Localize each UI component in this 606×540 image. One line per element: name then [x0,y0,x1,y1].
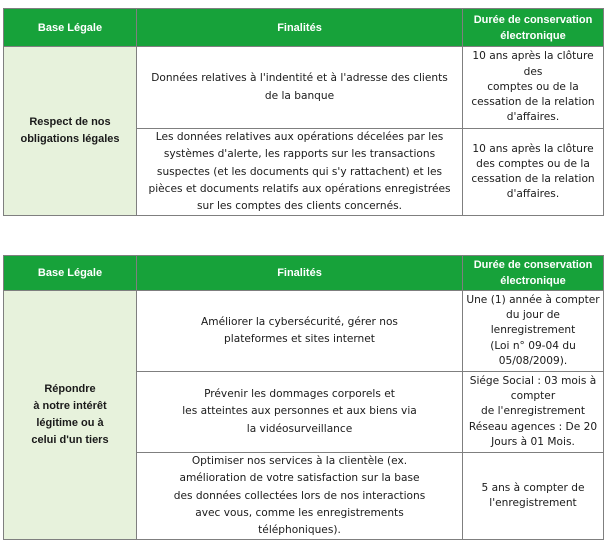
header-base-legale: Base Légale [4,9,137,47]
legal-basis-cell: Respect de nos obligations légales [4,47,137,216]
finalite-cell: Les données relatives aux opérations décelées par les systèmes d'alerte, les rapports sur les transactions suspectes (et les documents qui s'y rattachent) et les pièces et documents relatifs aux opérations enregistrées sur les comptes des clients concernés. [137,129,463,216]
table-header-row [4,9,604,47]
finalite-cell: Optimiser nos services à la clientèle (ex. amélioration de votre satisfaction sur la base des données collectées lors de nos interactions avec vous, comme les enregistrements téléphoniques). [137,453,463,540]
retention-table-legitimate-interest [3,255,604,540]
header-finalites: Finalités [137,256,463,291]
header-base-legale: Base Légale [4,256,137,291]
retention-table-legal-obligations [3,8,604,216]
finalite-cell: Améliorer la cybersécurité, gérer nos plateformes et sites internet [137,291,463,372]
duree-cell: Une (1) année à compter du jour de lenregistrement (Loi n° 09-04 du 05/08/2009). [463,291,604,372]
duree-cell: 5 ans à compter de l'enregistrement [463,453,604,540]
table-row [4,47,604,129]
finalite-cell: Prévenir les dommages corporels et les atteintes aux personnes et aux biens via la vidéosurveillance [137,372,463,453]
duree-cell: Siége Social : 03 mois à compter de l'enregistrement Réseau agences : De 20 Jours à 01 Mois. [463,372,604,453]
header-finalites: Finalités [137,9,463,47]
header-duree: Durée de conservation électronique [463,9,604,47]
legal-basis-cell: Répondre à notre intérêt légitime ou à celui d'un tiers [4,291,137,540]
duree-cell: 10 ans après la clôture des comptes ou de la cessation de la relation d'affaires. [463,47,604,129]
finalite-cell: Données relatives à l'indentité et à l'adresse des clients de la banque [137,47,463,129]
table-row [4,291,604,372]
duree-cell: 10 ans après la clôture des comptes ou de la cessation de la relation d'affaires. [463,129,604,216]
table-header-row [4,256,604,291]
header-duree: Durée de conservation électronique [463,256,604,291]
